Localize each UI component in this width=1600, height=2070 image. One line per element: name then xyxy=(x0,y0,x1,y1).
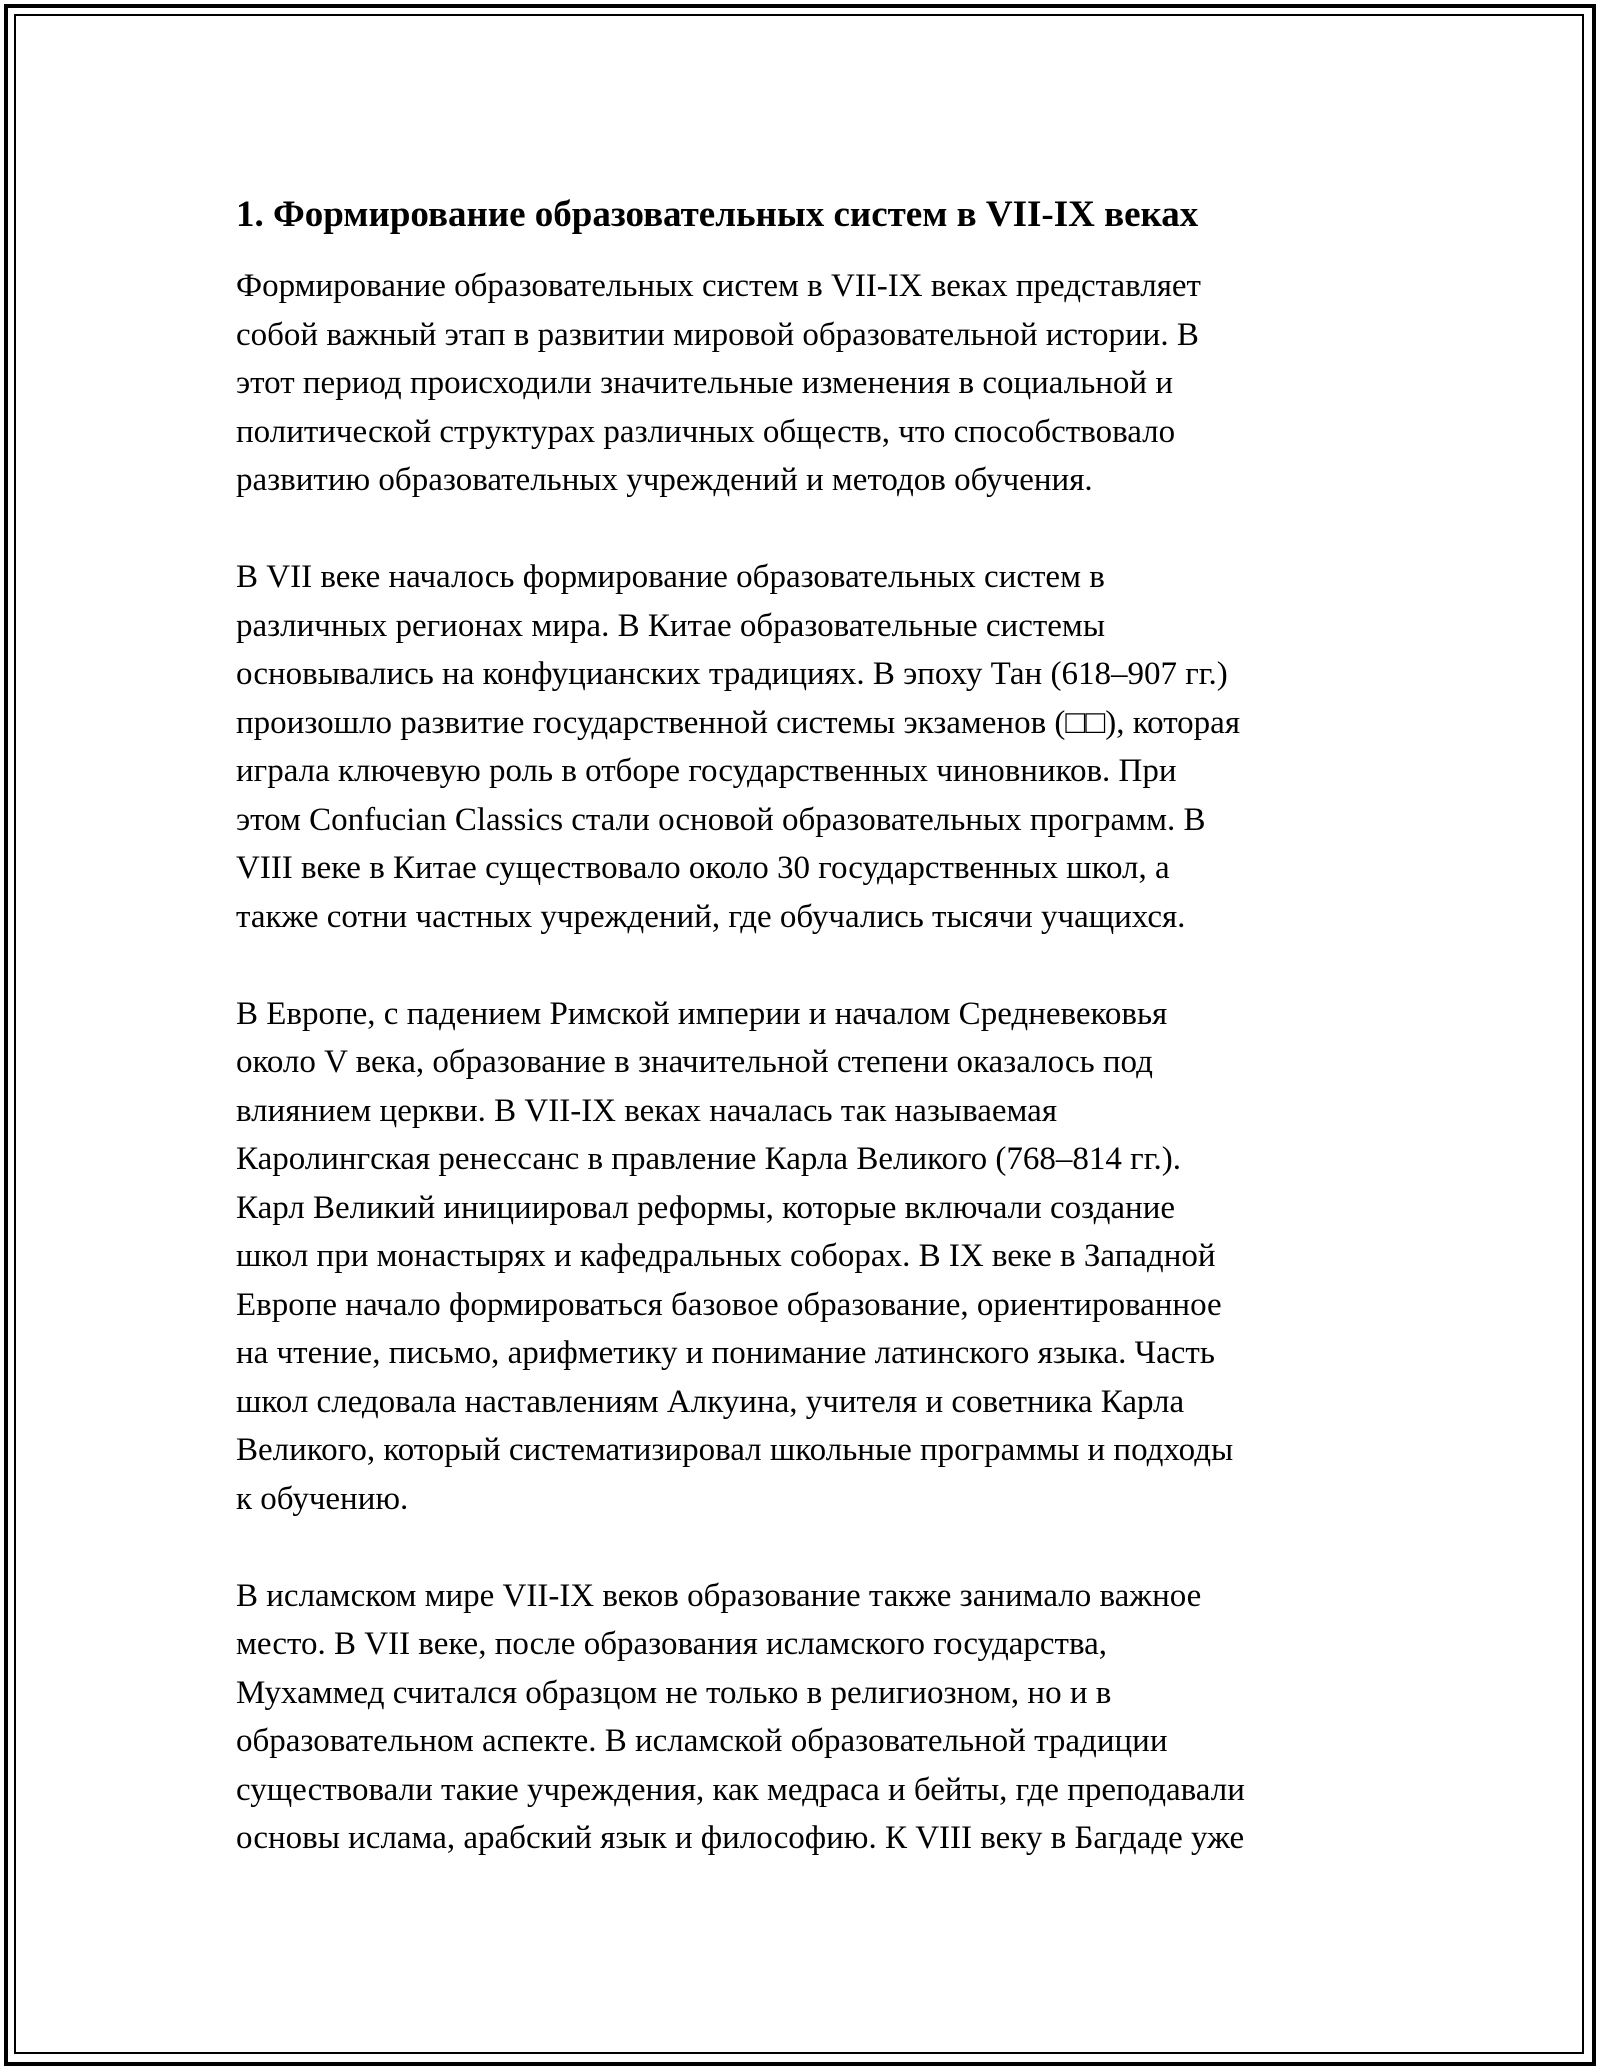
text-line: влиянием церкви. В VII-IX веках началась так называемая xyxy=(236,1092,1058,1129)
text-line: В Европе, с падением Римской империи и началом Средневековья xyxy=(236,995,1168,1032)
text-line: Формирование образовательных систем в VII-IX веках представляет xyxy=(236,268,1201,304)
text-line: политической структурах различных обществ, что способствовало xyxy=(236,413,1176,450)
paragraph-islamic-world xyxy=(236,1572,1366,1863)
text-line: развитию образовательных учреждений и методов обучения. xyxy=(236,462,1093,498)
text-line: различных регионах мира. В Китае образовательные системы xyxy=(236,607,1105,644)
text-line: основы ислама, арабский язык и философию. К VIII веку в Багдаде уже xyxy=(236,1820,1245,1856)
paragraph-intro xyxy=(236,262,1366,505)
text-line: Карл Великий инициировал реформы, которые включали создание xyxy=(236,1189,1176,1226)
text-line: школ при монастырях и кафедральных соборах. В IX веке в Западной xyxy=(236,1238,1216,1274)
text-line: около V века, образование в значительной степени оказалось под xyxy=(236,1044,1153,1080)
text-line: этот период происходили значительные изменения в социальной и xyxy=(236,365,1173,401)
text-line: В VII веке началось формирование образовательных систем в xyxy=(236,559,1105,595)
text-line: Мухаммед считался образцом не только в религиозном, но и в xyxy=(236,1674,1112,1711)
text-line: этом Confucian Classics стали основой образовательных программ. В xyxy=(236,801,1206,838)
text-line: собой важный этап в развитии мировой образовательной истории. В xyxy=(236,316,1199,353)
text-line: Великого, который систематизировал школьные программы и подходы xyxy=(236,1432,1234,1468)
text-line: произошло развитие государственной системы экзаменов (□□), которая xyxy=(236,704,1241,741)
paragraph-china xyxy=(236,553,1366,941)
section-heading: 1. Формирование образовательных систем в VII-IX веках xyxy=(236,194,1199,235)
document-body xyxy=(236,188,1366,1863)
text-line: существовали такие учреждения, как медраса и бейты, где преподавали xyxy=(236,1771,1245,1808)
text-line: образовательном аспекте. В исламской образовательной традиции xyxy=(236,1723,1168,1759)
text-line: Европе начало формироваться базовое образование, ориентированное xyxy=(236,1286,1222,1323)
text-line: к обучению. xyxy=(236,1480,409,1517)
text-line: основывались на конфуцианских традициях. В эпоху Тан (618–907 гг.) xyxy=(236,656,1228,692)
text-line: В исламском мире VII-IX веков образование также занимало важное xyxy=(236,1577,1202,1614)
text-line: место. В VII веке, после образования исламского государства, xyxy=(236,1626,1108,1662)
text-line: VIII веке в Китае существовало около 30 государственных школ, а xyxy=(236,850,1170,886)
paragraph-europe xyxy=(236,990,1366,1524)
text-line: на чтение, письмо, арифметику и понимание латинского языка. Часть xyxy=(236,1335,1215,1371)
text-line: также сотни частных учреждений, где обучались тысячи учащихся. xyxy=(236,898,1186,935)
text-line: Каролингская ренессанс в правление Карла Великого (768–814 гг.). xyxy=(236,1141,1181,1177)
text-line: играла ключевую роль в отборе государственных чиновников. При xyxy=(236,753,1177,789)
text-line: школ следовала наставлениям Алкуина, учителя и советника Карла xyxy=(236,1383,1185,1420)
